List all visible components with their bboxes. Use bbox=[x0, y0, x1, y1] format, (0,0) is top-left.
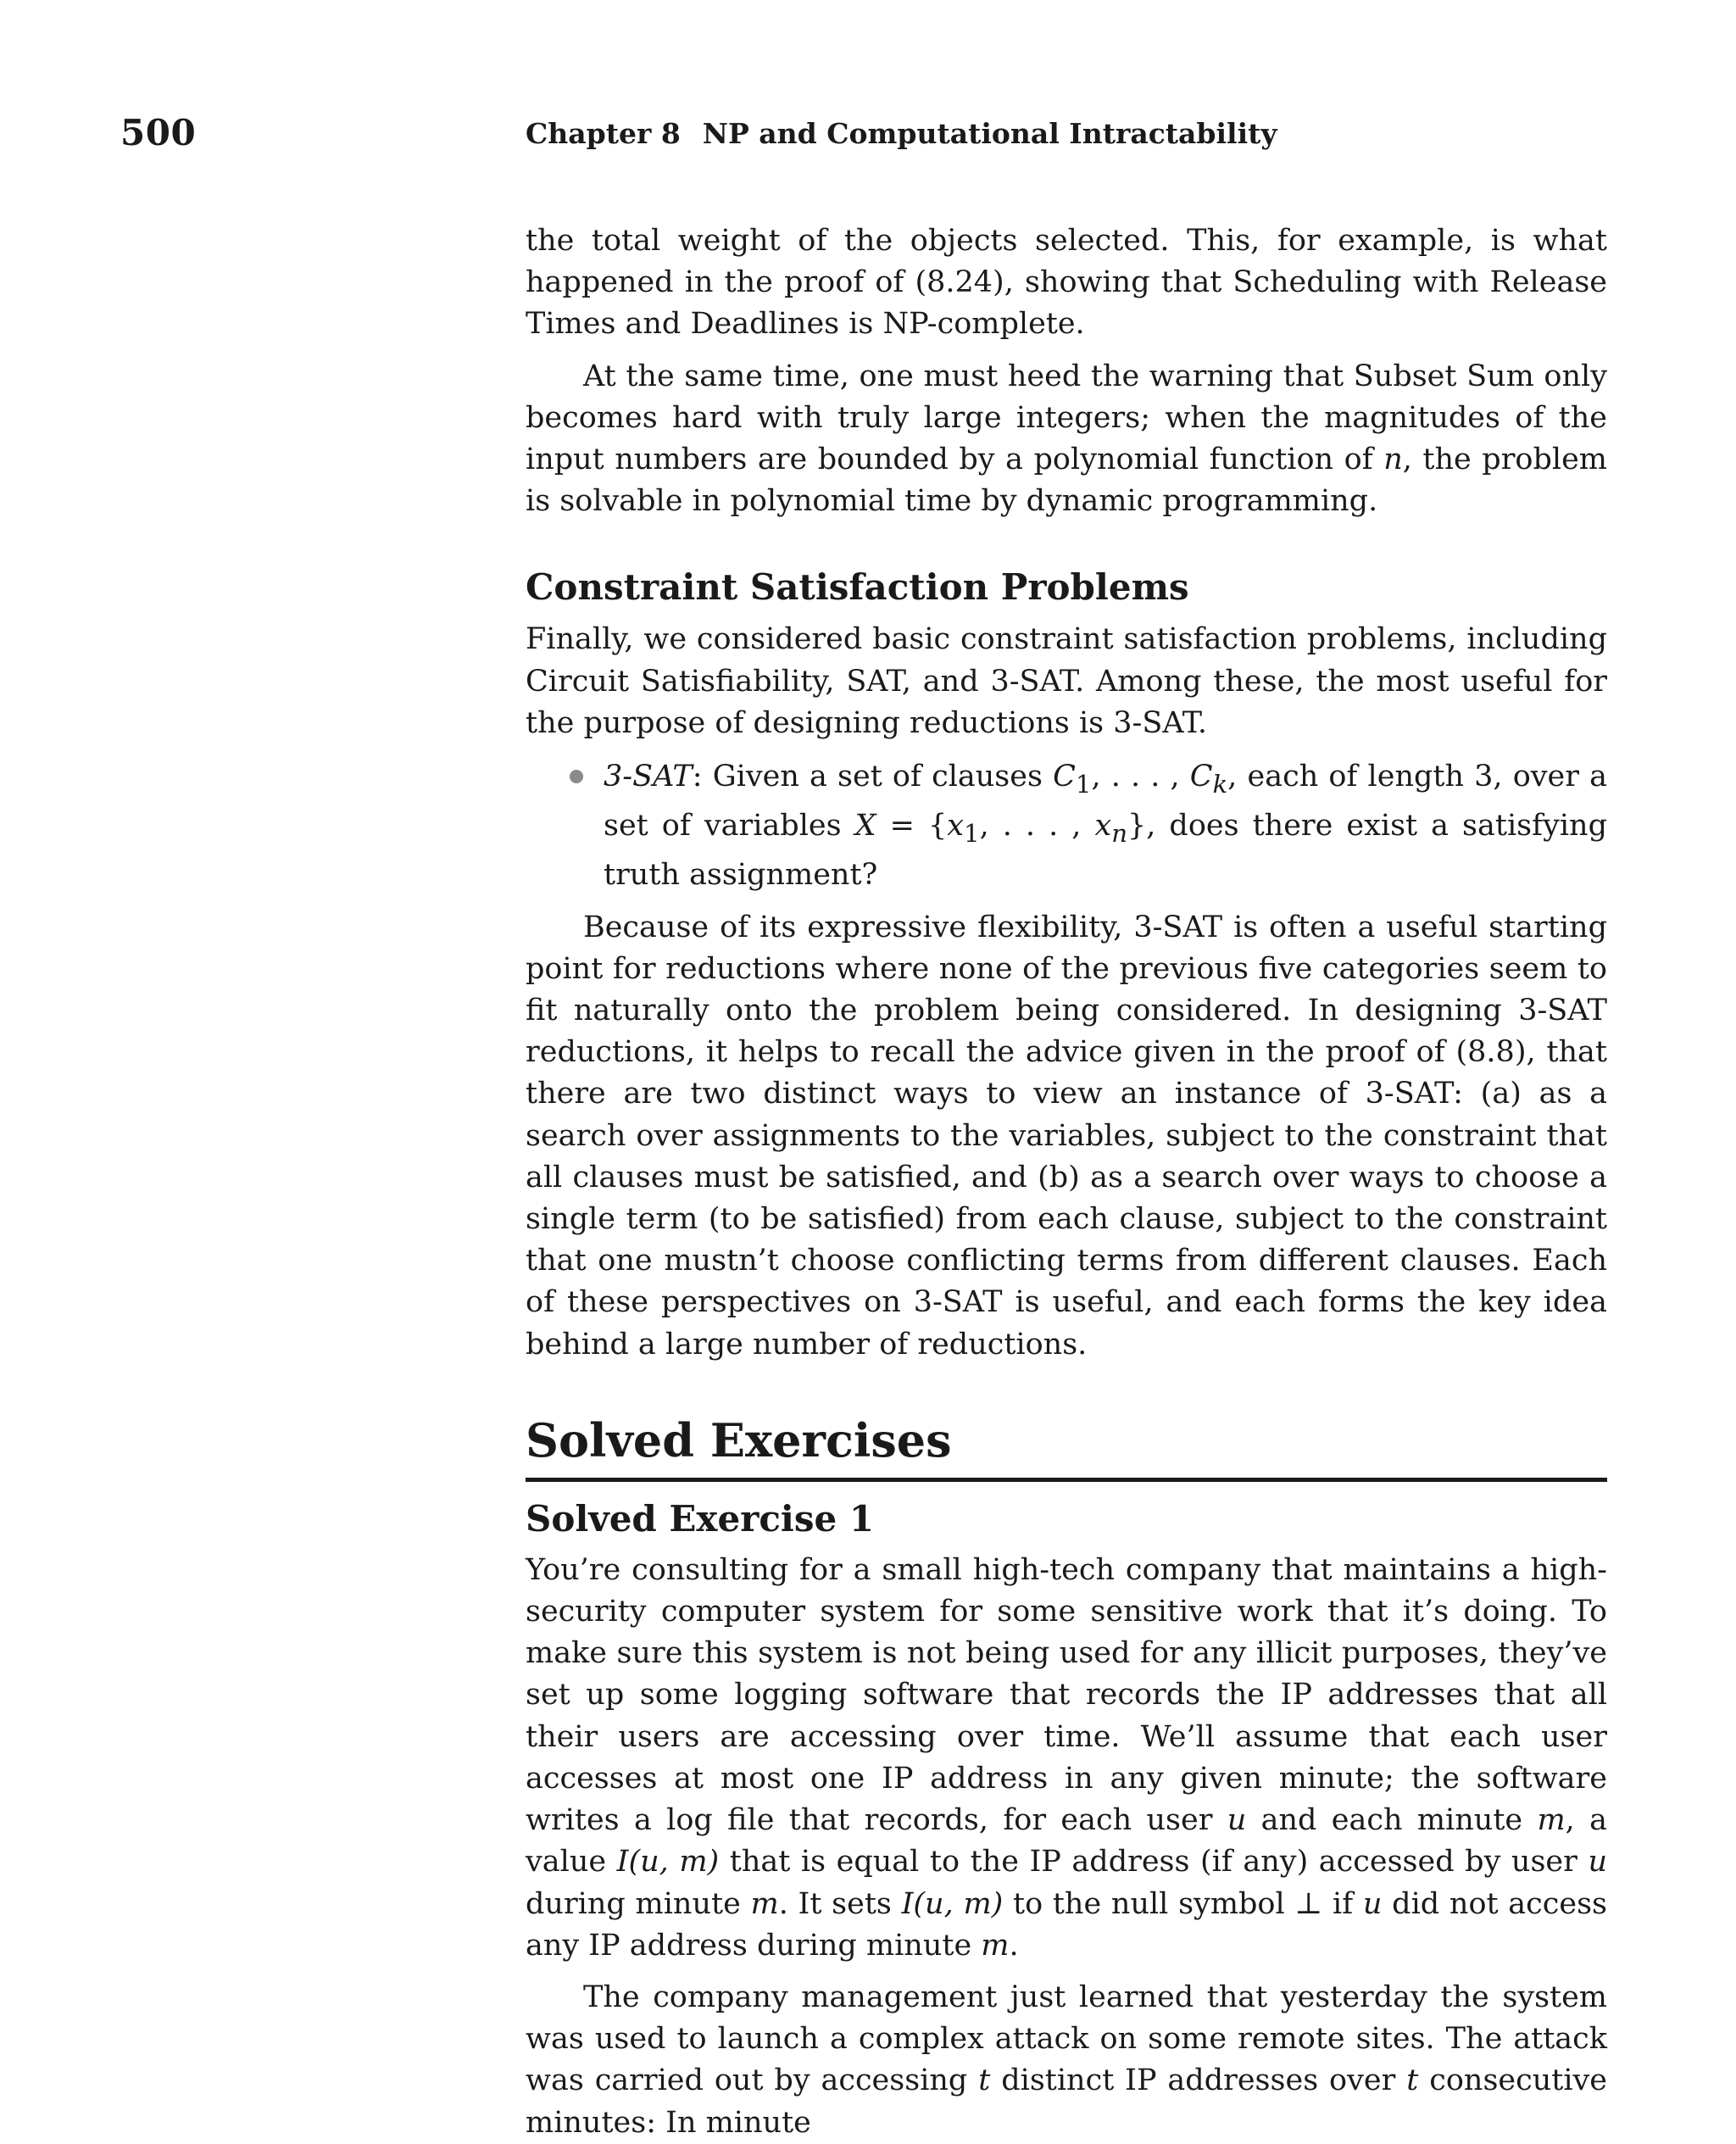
bullet-3sat bbox=[526, 756, 1607, 897]
solved-exercises-heading: Solved Exercises bbox=[526, 1412, 952, 1467]
p5-text-h: did not access any IP address during minute bbox=[526, 1886, 1608, 1963]
bullet-var-x: X bbox=[854, 809, 876, 844]
p5-var-u3: u bbox=[1362, 1886, 1383, 1921]
paragraph-6 bbox=[526, 1977, 1607, 2144]
p5-text-e: during minute bbox=[526, 1886, 751, 1921]
paragraph-5 bbox=[526, 1550, 1607, 1967]
bullet-eq: = { bbox=[876, 809, 948, 844]
p5-var-m: m bbox=[1537, 1803, 1566, 1838]
bullet-sub-k: k bbox=[1212, 770, 1228, 799]
p6-var-t2: t bbox=[1406, 2063, 1419, 2098]
running-head bbox=[526, 117, 1277, 150]
bullet-sub-n: n bbox=[1111, 819, 1127, 849]
heading-rule bbox=[526, 1478, 1607, 1482]
bullet-sub-1: 1 bbox=[1075, 770, 1092, 799]
bullet-text-b: , each of length 3, over a set of variables bbox=[604, 760, 1607, 844]
paragraph-3: Finally, we considered basic constraint satisfaction problems, including Circuit Satisfiability, SAT, and 3-SAT. Among these, the most useful for the purpose of designing reductions is 3-SAT. bbox=[526, 622, 1607, 740]
p5-text-b: and each minute bbox=[1246, 1803, 1538, 1838]
solved-exercise-1-heading: Solved Exercise 1 bbox=[526, 1497, 875, 1540]
chapter-title: NP and Computational Intractability bbox=[702, 117, 1277, 150]
page-number: 500 bbox=[120, 112, 197, 153]
bullet-sub-x1: 1 bbox=[964, 819, 980, 849]
p2-var-n: n bbox=[1383, 443, 1403, 477]
bullet-var-c1: C bbox=[1053, 760, 1076, 794]
p5-text-d: that is equal to the IP address (if any) accessed by user bbox=[719, 1845, 1589, 1879]
paragraph-1: the total weight of the objects selected. This, for example, is what happened in the proof of (8.24), showing that Scheduling with Release Times and Deadlines is NP-complete. bbox=[526, 224, 1607, 342]
page-body bbox=[526, 220, 1607, 2144]
bullet-dots-2: , . . . , bbox=[979, 809, 1095, 844]
p6-text-a: The company management just learned that yesterday the system was used to launch a complex attack on some remote sites. The attack was carried out by accessing bbox=[526, 1980, 1607, 2098]
p5-var-m2: m bbox=[750, 1886, 779, 1921]
p5-text-g: to the null symbol ⊥ if bbox=[1003, 1886, 1363, 1921]
paragraph-4: Because of its expressive flexibility, 3-SAT is often a useful starting point for reductions where none of the previous five categories seem to fit naturally onto the problem being considered. In designing 3-SAT reductions, it helps to recall the advice given in the proof of (8.8), that there are two distinct ways to view an instance of 3-SAT: (a) as a search over assignments to the variables, subject to the constraint that all clauses must be satisfied, and (b) as a search over ways to choose a single term (to be satisfied) from each clause, subject to the constraint that one mustn’t choose conflicting terms from different clauses. Each of these perspectives on 3-SAT is useful, and each forms the key idea behind a large number of reductions. bbox=[526, 910, 1607, 1362]
p5-func-I2: I bbox=[901, 1886, 914, 1921]
p5-var-m3: m bbox=[981, 1928, 1010, 1963]
paragraph-2 bbox=[526, 356, 1607, 523]
chapter-label: Chapter 8 bbox=[526, 117, 681, 150]
p5-var-u: u bbox=[1227, 1803, 1247, 1838]
p5-var-u2: u bbox=[1588, 1845, 1607, 1879]
p6-text-c: consecutive minutes: In minute bbox=[526, 2063, 1608, 2140]
bullet-dots-1: , . . . , bbox=[1091, 760, 1190, 794]
p2-text-b: , the problem is solvable in polynomial time by dynamic programming. bbox=[526, 443, 1607, 519]
bullet-text-a: : Given a set of clauses bbox=[692, 760, 1054, 794]
bullet-dot-icon bbox=[570, 770, 583, 783]
p5-text-i: . bbox=[1009, 1928, 1019, 1963]
p6-var-t: t bbox=[978, 2063, 991, 2098]
p5-args2: (u, m) bbox=[913, 1886, 1004, 1921]
p5-text-c: , a value bbox=[526, 1803, 1607, 1879]
bullet-term: 3-SAT bbox=[604, 760, 693, 794]
p5-text-a: You’re consulting for a small high-tech company that maintains a high-security computer system for some sensitive work that it’s doing. To make sure this system is not being used for any illicit purposes, they’ve set up some logging software that records the IP addresses that all their users are accessing over time. We’ll assume that each user accesses at most one IP address in any given minute; the software writes a log file that records, for each user bbox=[526, 1552, 1607, 1838]
p6-text-b: distinct IP addresses over bbox=[990, 2063, 1407, 2098]
p5-text-f: . It sets bbox=[778, 1886, 902, 1921]
p5-args: (u, m) bbox=[628, 1845, 720, 1879]
section-heading: Constraint Satisfaction Problems bbox=[526, 566, 1189, 609]
bullet-var-ck: C bbox=[1189, 760, 1213, 794]
bullet-var-xn: x bbox=[1094, 809, 1112, 844]
p2-text-a: At the same time, one must heed the warning that Subset Sum only becomes hard with truly large integers; when the magnitudes of the input numbers are bounded by a polynomial function of bbox=[526, 359, 1607, 477]
p5-func-I: I bbox=[616, 1845, 629, 1879]
bullet-var-x1: x bbox=[947, 809, 964, 844]
bullet-text-c: }, does there exist a satisfying truth assignment? bbox=[604, 809, 1607, 893]
